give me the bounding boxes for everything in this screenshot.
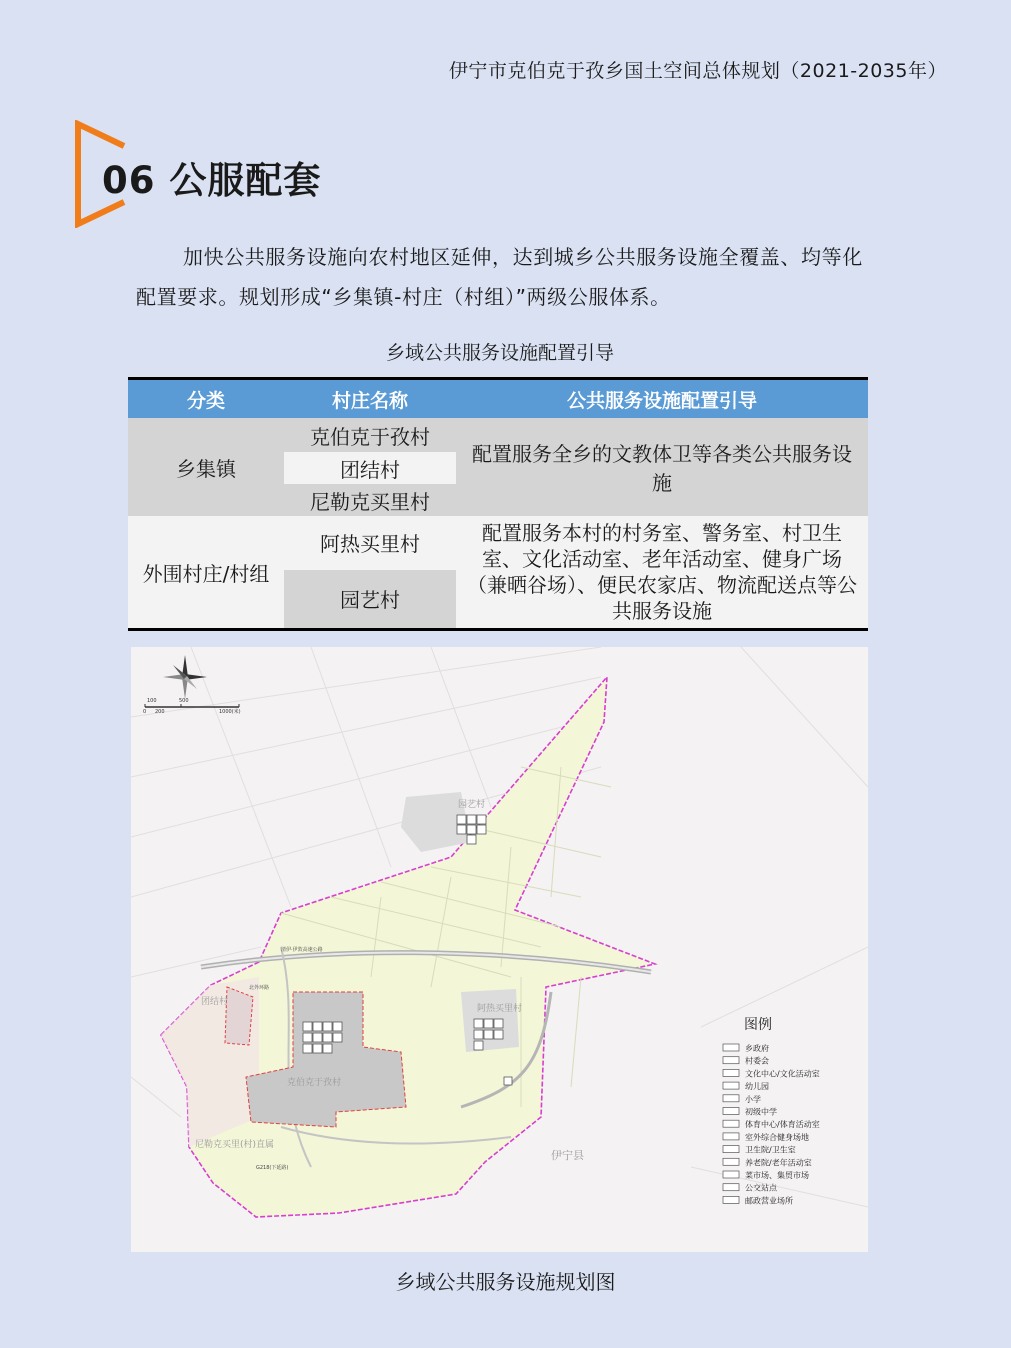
- table-row: [128, 418, 868, 452]
- legend-symbol-icon: [723, 1069, 739, 1076]
- village-cell: 阿热买里村: [284, 516, 456, 570]
- place-label: 克伯克于孜村: [287, 1078, 342, 1088]
- place-label: 团结村: [201, 997, 229, 1007]
- guide-cell: 配置服务全乡的文教体卫等各类公共服务设施: [456, 418, 868, 516]
- village-cell: 尼勒克买里村: [284, 484, 456, 516]
- legend-symbol-icon: [723, 1196, 739, 1203]
- legend-title: 图例: [744, 1017, 772, 1033]
- legend-symbol-icon: [723, 1057, 739, 1064]
- guide-cell: 配置服务本村的村务室、警务室、村卫生室、文化活动室、老年活动室、健身广场（兼晒谷场）、便民农家店、物流配送点等公共服务设施: [456, 516, 868, 630]
- legend-item: 养老院/老年活动室: [745, 1158, 812, 1168]
- legend-symbol-icon: [723, 1095, 739, 1102]
- document-title: 伊宁市克伯克于孜乡国土空间总体规划（2021-2035年）: [448, 60, 947, 82]
- legend-item: 村委会: [745, 1056, 769, 1066]
- legend-item: 乡政府: [745, 1044, 769, 1053]
- scale-label: 1000(米): [219, 709, 241, 715]
- legend-symbol-icon: [723, 1146, 739, 1153]
- legend-item: 室外综合健身场地: [745, 1132, 809, 1142]
- table-caption: 乡域公共服务设施配置引导: [385, 342, 614, 364]
- intro-paragraph: 加快公共服务设施向农村地区延伸，达到城乡公共服务设施全覆盖、均等化配置要求。规划形成“乡集镇-村庄（村组）”两级公服体系。: [136, 245, 863, 309]
- map-caption: 乡域公共服务设施规划图: [395, 1270, 616, 1294]
- legend-symbol-icon: [723, 1184, 739, 1191]
- scale-label: 200: [155, 709, 165, 715]
- scale-label: 100: [147, 698, 157, 704]
- legend-item: 幼儿园: [745, 1082, 769, 1092]
- legend-symbol-icon: [723, 1082, 739, 1089]
- village-cell: 团结村: [284, 452, 456, 484]
- legend-symbol-icon: [723, 1108, 739, 1115]
- legend-symbol-icon: [723, 1120, 739, 1127]
- legend-item: 公交站点: [745, 1183, 777, 1193]
- category-cell: 乡集镇: [128, 418, 284, 516]
- legend-symbol-icon: [723, 1133, 739, 1140]
- legend-item: 文化中心/文化活动室: [745, 1069, 820, 1079]
- section-title: 06 公服配套: [102, 159, 322, 202]
- scale-label: 0: [143, 709, 147, 715]
- place-label: 伊宁县: [551, 1149, 584, 1162]
- category-cell: 外围村庄/村组: [128, 516, 284, 630]
- legend-item: 菜市场、集贸市场: [745, 1171, 809, 1180]
- legend-item: 小学: [745, 1094, 761, 1104]
- facility-guide-table: [128, 377, 868, 631]
- legend-item: 体育中心/体育活动室: [745, 1120, 820, 1130]
- header-village: 村庄名称: [284, 379, 456, 419]
- place-label: 阿热买里村: [477, 1004, 523, 1014]
- legend-symbol-icon: [723, 1044, 739, 1051]
- legend-item: 卫生院/卫生室: [745, 1145, 796, 1155]
- table-header-row: [128, 379, 868, 419]
- legend-symbol-icon: [723, 1158, 739, 1165]
- header-category: 分类: [128, 379, 284, 419]
- header-guide: 公共服务设施配置引导: [456, 379, 868, 419]
- legend-symbol-icon: [723, 1171, 739, 1178]
- road-label: G218(下延路): [256, 1165, 289, 1171]
- road-label: 清伊·伊敦高速公路: [281, 947, 323, 953]
- village-cell: 园艺村: [284, 570, 456, 630]
- planning-map: [131, 647, 868, 1252]
- table-row: [128, 516, 868, 570]
- road-label: 北外环路: [249, 985, 270, 991]
- place-label: 园艺村: [458, 800, 486, 810]
- map-canvas: [131, 647, 868, 1252]
- legend-item: 邮政营业场所: [745, 1196, 793, 1206]
- place-label: 尼勒克买里(村)直属: [195, 1140, 275, 1150]
- scale-label: 500: [179, 698, 189, 704]
- village-cell: 克伯克于孜村: [284, 418, 456, 452]
- legend-item: 初级中学: [745, 1107, 777, 1117]
